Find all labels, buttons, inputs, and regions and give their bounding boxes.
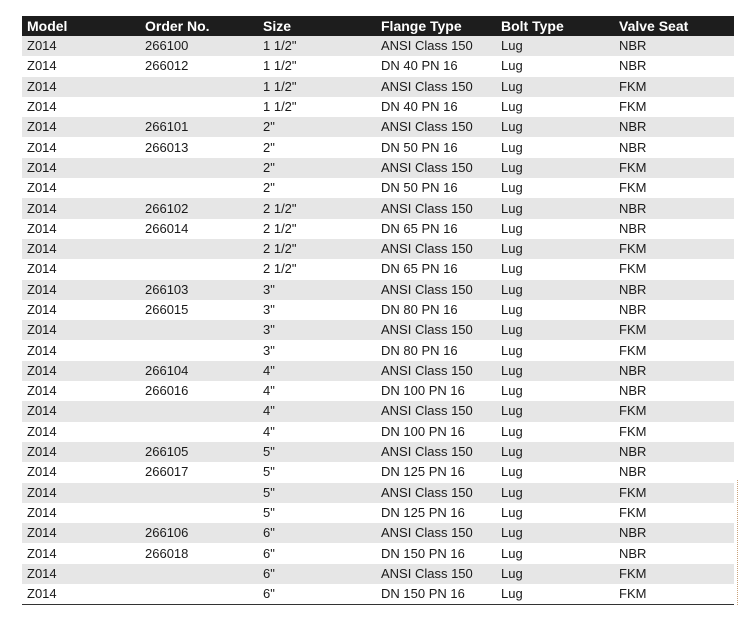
- flange-type-cell: ANSI Class 150: [376, 523, 496, 543]
- size-cell: 3": [258, 300, 376, 320]
- valve-seat-cell: FKM: [614, 97, 734, 117]
- table-row: [22, 523, 734, 543]
- flange-type-cell: DN 125 PN 16: [376, 503, 496, 523]
- model-cell: Z014: [22, 239, 140, 259]
- table-row: [22, 259, 734, 279]
- bolt-type-cell: Lug: [496, 280, 614, 300]
- valve-seat-cell: NBR: [614, 462, 734, 482]
- flange-type-cell: DN 100 PN 16: [376, 381, 496, 401]
- header-row: [22, 16, 734, 36]
- bolt-type-cell: Lug: [496, 564, 614, 584]
- size-cell: 3": [258, 280, 376, 300]
- flange-type-cell: ANSI Class 150: [376, 442, 496, 462]
- bolt-type-cell: Lug: [496, 198, 614, 218]
- table-row: [22, 320, 734, 340]
- size-cell: 2": [258, 117, 376, 137]
- model-cell: Z014: [22, 117, 140, 137]
- valve-specification-table-container: [22, 16, 734, 605]
- size-cell: 2 1/2": [258, 239, 376, 259]
- table-row: [22, 77, 734, 97]
- bolt-type-cell: Lug: [496, 442, 614, 462]
- valve-seat-cell: FKM: [614, 401, 734, 421]
- valve-seat-cell: FKM: [614, 77, 734, 97]
- size-cell: 5": [258, 503, 376, 523]
- flange-type-cell: ANSI Class 150: [376, 361, 496, 381]
- size-cell: 2 1/2": [258, 259, 376, 279]
- table-row: [22, 178, 734, 198]
- order-no-cell: 266016: [140, 381, 258, 401]
- model-cell: Z014: [22, 56, 140, 76]
- bolt-type-cell: Lug: [496, 219, 614, 239]
- valve-seat-cell: NBR: [614, 523, 734, 543]
- valve-seat-cell: FKM: [614, 483, 734, 503]
- bolt-type-cell: Lug: [496, 401, 614, 421]
- flange-type-cell: ANSI Class 150: [376, 239, 496, 259]
- model-cell: Z014: [22, 198, 140, 218]
- model-cell: Z014: [22, 300, 140, 320]
- table-row: [22, 340, 734, 360]
- table-row: [22, 361, 734, 381]
- page-edge-marks: [737, 480, 740, 605]
- table-row: [22, 503, 734, 523]
- order-no-cell: [140, 97, 258, 117]
- size-cell: 5": [258, 442, 376, 462]
- order-no-cell: [140, 584, 258, 605]
- bolt-type-cell: Lug: [496, 584, 614, 605]
- order-no-cell: [140, 77, 258, 97]
- table-row: [22, 584, 734, 605]
- model-cell: Z014: [22, 280, 140, 300]
- table-row: [22, 239, 734, 259]
- order-no-cell: 266105: [140, 442, 258, 462]
- header-valve-seat: Valve Seat: [614, 16, 734, 36]
- table-row: [22, 422, 734, 442]
- table-row: [22, 97, 734, 117]
- model-cell: Z014: [22, 381, 140, 401]
- table-row: [22, 198, 734, 218]
- flange-type-cell: DN 50 PN 16: [376, 137, 496, 157]
- order-no-cell: 266012: [140, 56, 258, 76]
- model-cell: Z014: [22, 259, 140, 279]
- table-row: [22, 381, 734, 401]
- header-bolt-type: Bolt Type: [496, 16, 614, 36]
- valve-seat-cell: NBR: [614, 361, 734, 381]
- order-no-cell: [140, 422, 258, 442]
- order-no-cell: 266101: [140, 117, 258, 137]
- valve-seat-cell: NBR: [614, 198, 734, 218]
- model-cell: Z014: [22, 219, 140, 239]
- size-cell: 4": [258, 422, 376, 442]
- flange-type-cell: DN 80 PN 16: [376, 340, 496, 360]
- bolt-type-cell: Lug: [496, 340, 614, 360]
- size-cell: 1 1/2": [258, 36, 376, 56]
- bolt-type-cell: Lug: [496, 97, 614, 117]
- valve-specification-table: [22, 16, 734, 605]
- table-row: [22, 36, 734, 56]
- bolt-type-cell: Lug: [496, 320, 614, 340]
- flange-type-cell: DN 65 PN 16: [376, 219, 496, 239]
- size-cell: 5": [258, 483, 376, 503]
- valve-seat-cell: NBR: [614, 442, 734, 462]
- flange-type-cell: DN 150 PN 16: [376, 584, 496, 605]
- model-cell: Z014: [22, 442, 140, 462]
- bolt-type-cell: Lug: [496, 158, 614, 178]
- flange-type-cell: ANSI Class 150: [376, 280, 496, 300]
- table-row: [22, 483, 734, 503]
- flange-type-cell: ANSI Class 150: [376, 36, 496, 56]
- table-row: [22, 280, 734, 300]
- model-cell: Z014: [22, 401, 140, 421]
- table-row: [22, 543, 734, 563]
- valve-seat-cell: NBR: [614, 219, 734, 239]
- bolt-type-cell: Lug: [496, 381, 614, 401]
- table-row: [22, 300, 734, 320]
- size-cell: 4": [258, 401, 376, 421]
- valve-seat-cell: NBR: [614, 117, 734, 137]
- order-no-cell: [140, 503, 258, 523]
- bolt-type-cell: Lug: [496, 422, 614, 442]
- flange-type-cell: ANSI Class 150: [376, 198, 496, 218]
- size-cell: 4": [258, 361, 376, 381]
- valve-seat-cell: NBR: [614, 280, 734, 300]
- table-row: [22, 442, 734, 462]
- flange-type-cell: ANSI Class 150: [376, 564, 496, 584]
- flange-type-cell: ANSI Class 150: [376, 483, 496, 503]
- table-row: [22, 137, 734, 157]
- model-cell: Z014: [22, 564, 140, 584]
- size-cell: 6": [258, 564, 376, 584]
- bolt-type-cell: Lug: [496, 543, 614, 563]
- bolt-type-cell: Lug: [496, 178, 614, 198]
- size-cell: 6": [258, 584, 376, 605]
- flange-type-cell: DN 65 PN 16: [376, 259, 496, 279]
- flange-type-cell: DN 150 PN 16: [376, 543, 496, 563]
- bolt-type-cell: Lug: [496, 259, 614, 279]
- bolt-type-cell: Lug: [496, 523, 614, 543]
- header-size: Size: [258, 16, 376, 36]
- bolt-type-cell: Lug: [496, 36, 614, 56]
- size-cell: 2": [258, 178, 376, 198]
- order-no-cell: 266014: [140, 219, 258, 239]
- size-cell: 2": [258, 137, 376, 157]
- flange-type-cell: DN 50 PN 16: [376, 178, 496, 198]
- bolt-type-cell: Lug: [496, 361, 614, 381]
- model-cell: Z014: [22, 361, 140, 381]
- bolt-type-cell: Lug: [496, 483, 614, 503]
- model-cell: Z014: [22, 483, 140, 503]
- order-no-cell: [140, 158, 258, 178]
- valve-seat-cell: FKM: [614, 503, 734, 523]
- valve-seat-cell: NBR: [614, 56, 734, 76]
- valve-seat-cell: NBR: [614, 381, 734, 401]
- flange-type-cell: ANSI Class 150: [376, 117, 496, 137]
- size-cell: 5": [258, 462, 376, 482]
- size-cell: 6": [258, 523, 376, 543]
- flange-type-cell: ANSI Class 150: [376, 158, 496, 178]
- table-row: [22, 401, 734, 421]
- size-cell: 6": [258, 543, 376, 563]
- valve-seat-cell: FKM: [614, 259, 734, 279]
- size-cell: 4": [258, 381, 376, 401]
- model-cell: Z014: [22, 503, 140, 523]
- valve-seat-cell: NBR: [614, 543, 734, 563]
- model-cell: Z014: [22, 77, 140, 97]
- bolt-type-cell: Lug: [496, 462, 614, 482]
- bolt-type-cell: Lug: [496, 503, 614, 523]
- order-no-cell: [140, 564, 258, 584]
- valve-seat-cell: FKM: [614, 564, 734, 584]
- order-no-cell: 266100: [140, 36, 258, 56]
- valve-seat-cell: NBR: [614, 300, 734, 320]
- bolt-type-cell: Lug: [496, 300, 614, 320]
- model-cell: Z014: [22, 178, 140, 198]
- header-model: Model: [22, 16, 140, 36]
- flange-type-cell: ANSI Class 150: [376, 320, 496, 340]
- model-cell: Z014: [22, 462, 140, 482]
- table-row: [22, 462, 734, 482]
- size-cell: 1 1/2": [258, 97, 376, 117]
- order-no-cell: [140, 340, 258, 360]
- order-no-cell: 266013: [140, 137, 258, 157]
- size-cell: 2 1/2": [258, 219, 376, 239]
- valve-seat-cell: FKM: [614, 239, 734, 259]
- table-row: [22, 56, 734, 76]
- size-cell: 1 1/2": [258, 77, 376, 97]
- valve-seat-cell: NBR: [614, 137, 734, 157]
- size-cell: 3": [258, 340, 376, 360]
- flange-type-cell: DN 80 PN 16: [376, 300, 496, 320]
- table-row: [22, 219, 734, 239]
- table-header: [22, 16, 734, 36]
- order-no-cell: [140, 259, 258, 279]
- valve-seat-cell: FKM: [614, 340, 734, 360]
- valve-seat-cell: FKM: [614, 178, 734, 198]
- order-no-cell: 266103: [140, 280, 258, 300]
- flange-type-cell: DN 100 PN 16: [376, 422, 496, 442]
- flange-type-cell: DN 125 PN 16: [376, 462, 496, 482]
- flange-type-cell: DN 40 PN 16: [376, 56, 496, 76]
- order-no-cell: [140, 239, 258, 259]
- model-cell: Z014: [22, 584, 140, 605]
- model-cell: Z014: [22, 97, 140, 117]
- bolt-type-cell: Lug: [496, 56, 614, 76]
- model-cell: Z014: [22, 340, 140, 360]
- valve-seat-cell: FKM: [614, 422, 734, 442]
- model-cell: Z014: [22, 36, 140, 56]
- order-no-cell: [140, 401, 258, 421]
- order-no-cell: [140, 320, 258, 340]
- table-row: [22, 117, 734, 137]
- model-cell: Z014: [22, 523, 140, 543]
- size-cell: 1 1/2": [258, 56, 376, 76]
- size-cell: 2 1/2": [258, 198, 376, 218]
- valve-seat-cell: FKM: [614, 584, 734, 605]
- order-no-cell: 266106: [140, 523, 258, 543]
- model-cell: Z014: [22, 543, 140, 563]
- valve-seat-cell: FKM: [614, 158, 734, 178]
- header-flange-type: Flange Type: [376, 16, 496, 36]
- bolt-type-cell: Lug: [496, 239, 614, 259]
- header-order-no: Order No.: [140, 16, 258, 36]
- table-row: [22, 564, 734, 584]
- table-body: [22, 36, 734, 605]
- valve-seat-cell: NBR: [614, 36, 734, 56]
- order-no-cell: 266102: [140, 198, 258, 218]
- order-no-cell: [140, 178, 258, 198]
- flange-type-cell: DN 40 PN 16: [376, 97, 496, 117]
- bolt-type-cell: Lug: [496, 137, 614, 157]
- model-cell: Z014: [22, 422, 140, 442]
- order-no-cell: 266104: [140, 361, 258, 381]
- bolt-type-cell: Lug: [496, 77, 614, 97]
- order-no-cell: 266017: [140, 462, 258, 482]
- table-row: [22, 158, 734, 178]
- model-cell: Z014: [22, 320, 140, 340]
- bolt-type-cell: Lug: [496, 117, 614, 137]
- order-no-cell: 266015: [140, 300, 258, 320]
- order-no-cell: 266018: [140, 543, 258, 563]
- size-cell: 2": [258, 158, 376, 178]
- order-no-cell: [140, 483, 258, 503]
- size-cell: 3": [258, 320, 376, 340]
- model-cell: Z014: [22, 158, 140, 178]
- model-cell: Z014: [22, 137, 140, 157]
- flange-type-cell: ANSI Class 150: [376, 401, 496, 421]
- flange-type-cell: ANSI Class 150: [376, 77, 496, 97]
- valve-seat-cell: FKM: [614, 320, 734, 340]
